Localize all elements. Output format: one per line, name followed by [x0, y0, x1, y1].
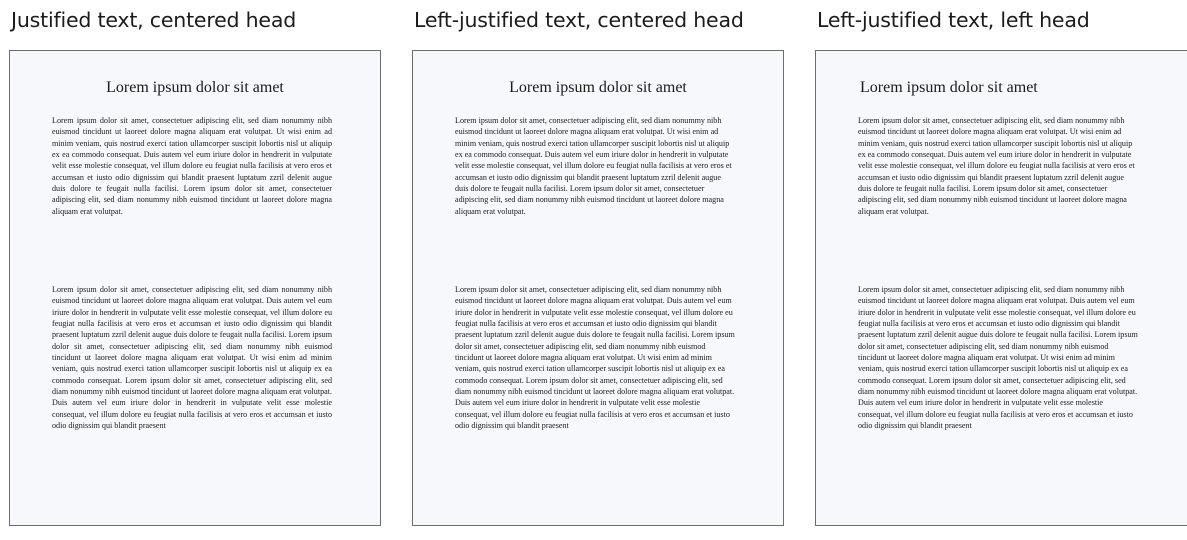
panel-left-centered — [412, 0, 788, 540]
sample-page — [815, 50, 1187, 526]
body-paragraph: Lorem ipsum dolor sit amet, consectetuer adipiscing elit, sed diam nonummy nibh euismod tincidunt ut laoreet dolore magna aliquam erat volutpat. Duis autem vel eum iriure dolor in hendrerit in vulputate velit esse molestie consequat, vel illum dolore eu feugiat nulla facilisis at vero eros et accumsan et iusto odio dignissim qui blandit praesent luptatum zzril delenit augue duis dolore te feugait nulla facilisi. Lorem ipsum dolor sit amet, consectetuer adipiscing elit, sed diam nonummy nibh euismod tincidunt ut laoreet dolore magna aliquam erat volutpat. Ut wisi enim ad minim veniam, quis nostrud exerci tation ullamcorper suscipit lobortis nisl ut aliquip ex ea commodo consequat. Lorem ipsum dolor sit amet, consectetuer adipiscing elit, sed diam nonummy nibh euismod tincidunt ut laoreet dolore magna aliquam erat volutpat. Duis autem vel eum iriure dolor in hendrerit in vulputate velit esse molestie consequat, vel illum dolore eu feugiat nulla facilisis at vero eros et accumsan et iusto odio dignissim qui blandit praesent — [455, 285, 735, 431]
page-heading: Lorem ipsum dolor sit amet — [509, 79, 687, 96]
body-paragraph: Lorem ipsum dolor sit amet, consectetuer adipiscing elit, sed diam nonummy nibh euismod tincidunt ut laoreet dolore magna aliquam erat volutpat. Duis autem vel eum iriure dolor in hendrerit in vulputate velit esse molestie consequat, vel illum dolore eu feugiat nulla facilisis at vero eros et accumsan et iusto odio dignissim qui blandit praesent luptatum zzril delenit augue duis dolore te feugait nulla facilisi. Lorem ipsum dolor sit amet, consectetuer adipiscing elit, sed diam nonummy nibh euismod tincidunt ut laoreet dolore magna aliquam erat volutpat. Ut wisi enim ad minim veniam, quis nostrud exerci tation ullamcorper suscipit lobortis nisl ut aliquip ex ea commodo consequat. Lorem ipsum dolor sit amet, consectetuer adipiscing elit, sed diam nonummy nibh euismod tincidunt ut laoreet dolore magna aliquam erat volutpat. Duis autem vel eum iriure dolor in hendrerit in vulputate velit esse molestie consequat, vel illum dolore eu feugiat nulla facilisis at vero eros et accumsan et iusto odio dignissim qui blandit praesent — [858, 285, 1138, 431]
body-paragraph: Lorem ipsum dolor sit amet, consectetuer adipiscing elit, sed diam nonummy nibh euismod tincidunt ut laoreet dolore magna aliquam erat volutpat. Ut wisi enim ad minim veniam, quis nostrud exerci tation ullamcorper suscipit lobortis nisl ut aliquip ex ea commodo consequat. Duis autem vel eum iriure dolor in hendrerit in vulputate velit esse molestie consequat, vel illum dolore eu feugiat nulla facilisis at vero eros et accumsan et iusto odio dignissim qui blandit praesent luptatum zzril delenit augue duis dolore te feugait nulla facilisi. Lorem ipsum dolor sit amet, consectetuer adipiscing elit, sed diam nonummy nibh euismod tincidunt ut laoreet dolore magna aliquam erat volutpat. — [455, 116, 732, 216]
sample-page — [9, 50, 381, 526]
body-paragraph: Lorem ipsum dolor sit amet, consectetuer adipiscing elit, sed diam nonummy nibh euismod tincidunt ut laoreet dolore magna aliquam erat volutpat. Ut wisi enim ad minim veniam, quis nostrud exerci tation ullamcorper suscipit lobortis nisl ut aliquip ex ea commodo consequat. Duis autem vel eum iriure dolor in hendrerit in vulputate velit esse molestie consequat, vel illum dolore eu feugiat nulla facilisis at vero eros et accumsan et iusto odio dignissim qui blandit praesent luptatum zzril delenit augue duis dolore te feugait nulla facilisi. Lorem ipsum dolor sit amet, consectetuer adipiscing elit, sed diam nonummy nibh euismod tincidunt ut laoreet dolore magna aliquam erat volutpat. — [858, 116, 1135, 216]
body-paragraph: Lorem ipsum dolor sit amet, consectetuer adipiscing elit, sed diam nonummy nibh euismod tincidunt ut laoreet dolore magna aliquam erat volutpat. Duis autem vel eum iriure dolor in hendrerit in vulputate velit esse molestie consequat, vel illum dolore eu feugiat nulla facilisis at vero eros et accumsan et iusto odio dignissim qui blandit praesent luptatum zzril delenit augue duis dolore te feugait nulla facilisi. Lorem ipsum dolor sit amet, consectetuer adipiscing elit, sed diam nonummy nibh euismod tincidunt ut laoreet dolore magna aliquam erat volutpat. Ut wisi enim ad minim veniam, quis nostrud exerci tation ullamcorper suscipit lobortis nisl ut aliquip ex ea commodo consequat. Lorem ipsum dolor sit amet, consectetuer adipiscing elit, sed diam nonummy nibh euismod tincidunt ut laoreet dolore magna aliquam erat volutpat. Duis autem vel eum iriure dolor in hendrerit in vulputate velit esse molestie consequat, vel illum dolore eu feugiat nulla facilisis at vero eros et accumsan et iusto odio dignissim qui blandit praesent — [52, 285, 332, 431]
panel-title: Left-justified text, left head — [817, 8, 1090, 32]
sample-page — [412, 50, 784, 526]
panel-justified-centered — [9, 0, 385, 540]
panel-title: Justified text, centered head — [11, 8, 297, 32]
page-heading: Lorem ipsum dolor sit amet — [860, 79, 1038, 96]
page-heading: Lorem ipsum dolor sit amet — [106, 79, 284, 96]
panel-title: Left-justified text, centered head — [414, 8, 744, 32]
panel-left-left — [815, 0, 1138, 540]
body-paragraph: Lorem ipsum dolor sit amet, consectetuer adipiscing elit, sed diam nonummy nibh euismod tincidunt ut laoreet dolore magna aliquam erat volutpat. Ut wisi enim ad minim veniam, quis nostrud exerci tation ullamcorper suscipit lobortis nisl ut aliquip ex ea commodo consequat. Duis autem vel eum iriure dolor in hendrerit in vulputate velit esse molestie consequat, vel illum dolore eu feugiat nulla facilisis at vero eros et accumsan et iusto odio dignissim qui blandit praesent luptatum zzril delenit augue duis dolore te feugait nulla facilisi. Lorem ipsum dolor sit amet, consectetuer adipiscing elit, sed diam nonummy nibh euismod tincidunt ut laoreet dolore magna aliquam erat volutpat. — [52, 116, 332, 216]
